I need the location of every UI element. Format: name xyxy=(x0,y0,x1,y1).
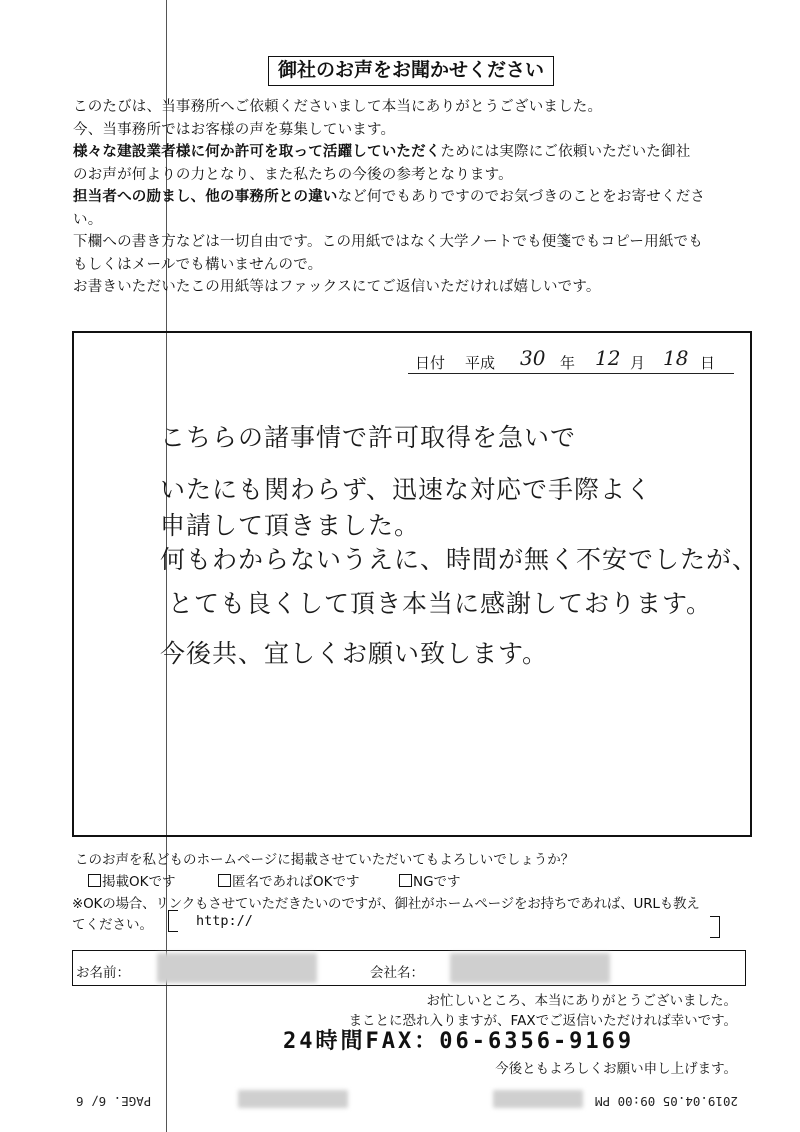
intro-line: のお声が何よりの力となり、また私たちの今後の参考となります。 xyxy=(73,166,513,183)
date-month-unit: 月 xyxy=(630,354,646,372)
date-underline xyxy=(408,373,734,374)
date-year: 30 xyxy=(520,346,546,370)
page-title: 御社のお声をお聞かせください xyxy=(268,56,554,86)
date-label: 日付 xyxy=(415,354,446,372)
intro-line xyxy=(73,141,763,164)
option-label: NGです xyxy=(413,874,461,890)
checkbox[interactable] xyxy=(88,874,101,887)
link-note: ※OKの場合、リンクもさせていただきたいのですが、御社がホームページをお持ちであれば、URLも教え xyxy=(72,896,700,912)
intro-line: 今、当事務所ではお客様の声を募集しています。 xyxy=(73,121,396,138)
url-bracket-right xyxy=(710,916,720,938)
intro-line: もしくはメールでも構いませんので。 xyxy=(73,256,323,273)
fax-timestamp: 2019.04.05 09:00 PM xyxy=(595,1094,738,1109)
fax-number: 24時間FAX：06-6356-9169 xyxy=(283,1029,635,1054)
option-publish-ok[interactable] xyxy=(88,870,175,890)
date-era: 平成 xyxy=(465,354,496,372)
intro-line: お書きいただいたこの用紙等はファックスにてご返信いただければ嬉しいです。 xyxy=(73,279,601,295)
redacted-name xyxy=(157,953,317,983)
handwritten-line: 今後共、宜しくお願い致します。 xyxy=(160,639,549,668)
intro-line: このたびは、当事務所へご依頼くださいまして本当にありがとうございました。 xyxy=(73,99,603,115)
intro-line: い。 xyxy=(73,211,103,228)
intro-line xyxy=(73,186,763,209)
fax-page-indicator: PAGE. 6/ 6 xyxy=(76,1094,152,1109)
handwritten-line: とても良くして頂き本当に感謝しております。 xyxy=(168,589,713,618)
date-day-unit: 日 xyxy=(700,354,716,372)
date-year-unit: 年 xyxy=(560,354,576,372)
redacted-fax-number xyxy=(493,1090,583,1108)
intro-rest: など何でもありですのでお気づきのことをお寄せくださ xyxy=(337,189,706,205)
checkbox[interactable] xyxy=(399,874,412,887)
redacted-fax-sender xyxy=(238,1090,348,1108)
date-month: 12 xyxy=(595,346,621,370)
handwritten-line: こちらの諸事情で許可取得を急いで xyxy=(160,423,577,452)
intro-rest: ためには実際にご依頼いただいた御社 xyxy=(440,144,691,160)
option-label: 掲載OKです xyxy=(102,874,176,890)
closing-line: 今後ともよろしくお願い申し上げます。 xyxy=(495,1061,737,1077)
handwritten-line: 申請して頂きました。 xyxy=(160,511,421,540)
intro-text xyxy=(73,96,763,299)
option-anonymous-ok[interactable] xyxy=(218,870,359,890)
link-note: てください。 xyxy=(72,917,153,933)
intro-line: 下欄への書き方などは一切自由です。この用紙ではなく大学ノートでも便箋でもコピー用紙でも xyxy=(73,234,703,250)
publish-question: このお声を私どものホームページに掲載させていただいてもよろしいでしょうか？ xyxy=(75,852,575,868)
handwritten-line: いたにも関わらず、迅速な対応で手際よく xyxy=(160,475,653,504)
handwritten-line: 何もわからないうえに、時間が無く不安でしたが、 xyxy=(160,545,759,574)
intro-bold: 様々な建設業者様に何か許可を取って活躍していただく xyxy=(73,144,441,160)
redacted-company xyxy=(450,953,610,983)
thanks-line: お忙しいところ、本当にありがとうございました。 xyxy=(426,993,737,1009)
option-ng[interactable] xyxy=(399,870,461,890)
url-bracket-left xyxy=(168,910,178,932)
checkbox[interactable] xyxy=(218,874,231,887)
url-field[interactable]: http:// xyxy=(196,913,253,929)
company-label: 会社名： xyxy=(370,965,424,981)
thanks-line: まことに恐れ入りますが、FAXでご返信いただければ幸いです。 xyxy=(348,1013,737,1029)
date-day: 18 xyxy=(663,346,689,370)
name-label: お名前： xyxy=(76,965,130,981)
intro-bold: 担当者への励まし、他の事務所との違い xyxy=(73,189,338,205)
option-label: 匿名であればOKです xyxy=(232,874,360,890)
